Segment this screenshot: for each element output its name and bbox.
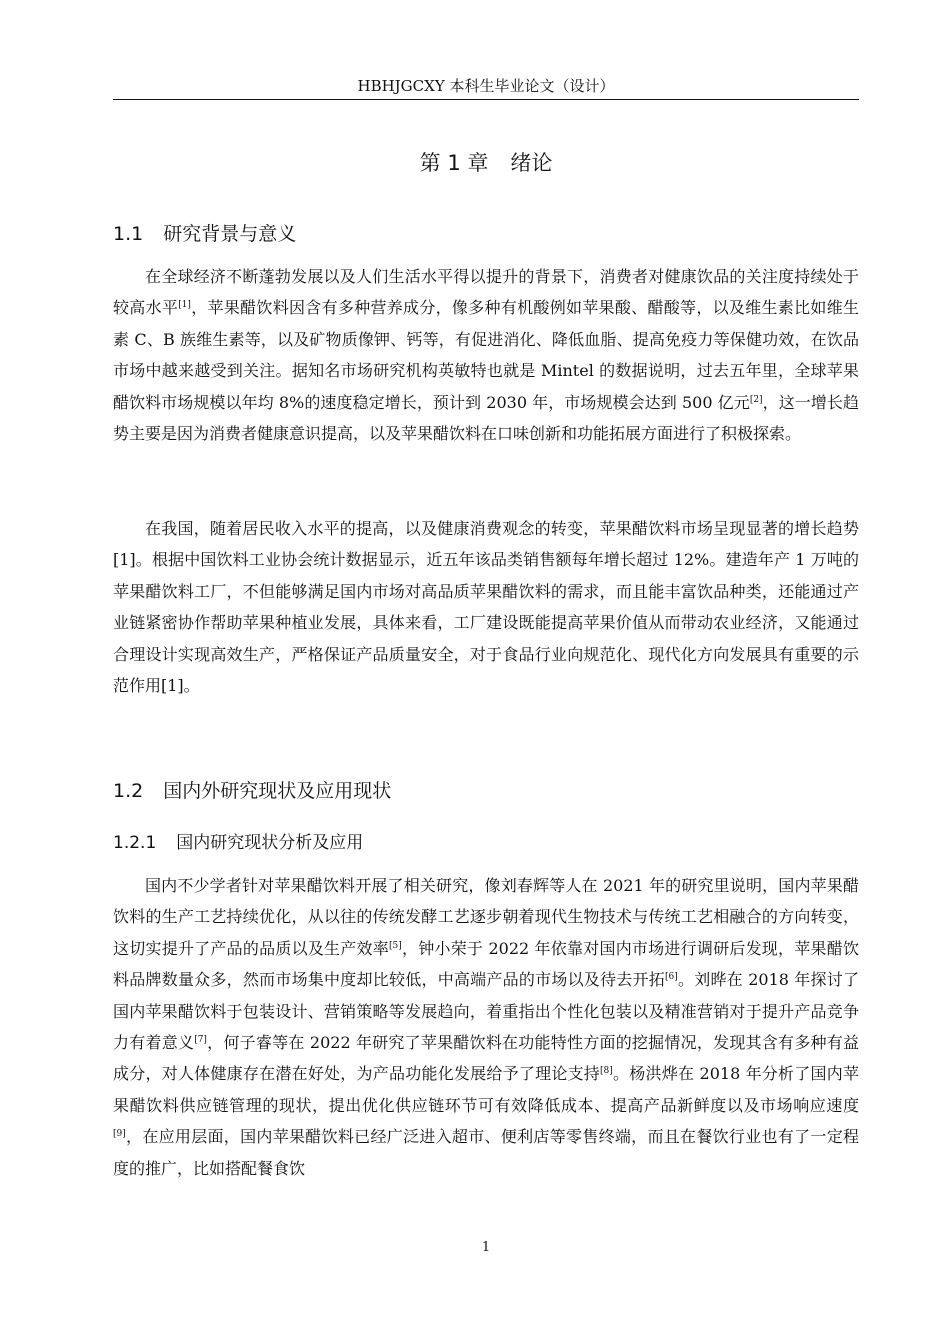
- paragraph-background-2: 在我国，随着居民收入水平的提高，以及健康消费观念的转变，苹果醋饮料市场呈现显著的增长趋势[1]。根据中国饮料工业协会统计数据显示，近五年该品类销售额每年增长超过 12%。建造年产 1 万吨的苹果醋饮料工厂，不但能够满足国内市场对高品质苹果醋饮料的需求，而且能丰富饮品种类，还能通过产业链紧密协作帮助苹果种植业发展，具体来看，工厂建设既能提高苹果价值从而带动农业经济，又能通过合理设计实现高效生产，严格保证产品质量安全，对于食品行业向规范化、现代化方向发展具有重要的示范作用[1]。: [113, 519, 859, 696]
- citation-ref: [9]: [113, 1129, 126, 1140]
- paragraph-text: 国内不少学者针对苹果醋饮料开展了相关研究，像刘春辉等人在 2021 年的研究里说明，国内苹果醋饮料的生产工艺持续优化，从以往的传统发酵工艺逐步朝着现代生物技术与传统工艺相融合的方向转变，这切实提升了产品的品质以及生产效率: [113, 876, 859, 958]
- section-number: 1.2: [113, 780, 144, 802]
- subsection-title: 国内研究现状分析及应用: [176, 833, 364, 853]
- chapter-title-text: 绪论: [510, 151, 553, 175]
- section-heading-1-2: [113, 776, 391, 806]
- paragraph-text: 在全球经济不断蓬勃发展以及人们生活水平得以提升的背景下，消费者对健康饮品的关注度持续处于较高水平: [113, 267, 859, 318]
- citation-ref: [6]: [664, 972, 678, 983]
- section-heading-1-1: [113, 219, 296, 249]
- paragraph-text: ，钟小荣于 2022 年依靠对国内市场进行调研后发现，苹果醋饮料品牌数量众多，然而市场集中度却比较低，中高端产品的市场以及待去开拓: [113, 938, 859, 990]
- paragraph-text: ，在应用层面，国内苹果醋饮料已经广泛进入超市、便利店等零售终端，而且在餐饮行业也有了一定程度的推广，比如搭配餐食饮: [113, 1127, 859, 1178]
- section-title: 研究背景与意义: [163, 223, 297, 245]
- running-header: HBHJGCXY 本科生毕业论文（设计）: [357, 77, 615, 95]
- paragraph-text: ，苹果醋饮料因含有多种营养成分，像多种有机酸例如苹果酸、醋酸等，以及维生素比如维生素 C、B 族维生素等，以及矿物质像钾、钙等，有促进消化、降低血脂、提高免疫力等保健功效，在饮品市场中越来越受到关注。据知名市场研究机构英敏特也就是 Mintel 的数据说明，过去五年里，全球苹果醋饮料市场规模以年均 8%的速度稳定增长，预计到 2030 年，市场规模会达到 500 亿元: [113, 298, 859, 412]
- subsection-heading-1-2-1: [113, 829, 363, 857]
- chapter-number: 第 1 章: [419, 151, 489, 175]
- citation-ref: [1]: [178, 300, 191, 311]
- section-title: 国内外研究现状及应用现状: [163, 780, 392, 802]
- paragraph-background-1: [113, 261, 859, 449]
- citation-ref: [2]: [749, 394, 763, 405]
- citation-ref: [5]: [389, 940, 402, 951]
- paragraph-text: ，何子睿等在 2022 年研究了苹果醋饮料在功能特性方面的挖掘情况，发现其含有多种有益成分，对人体健康存在潜在好处，为产品功能化发展给予了理论支持: [113, 1033, 859, 1084]
- chapter-title: [113, 146, 859, 180]
- citation-ref: [7]: [194, 1035, 207, 1046]
- paragraph-text: 。刘晔在 2018 年探讨了国内苹果醋饮料于包装设计、营销策略等发展趋向，着重指出个性化包装以及精准营销对于提升产品竞争力有着意义: [113, 970, 859, 1053]
- subsection-number: 1.2.1: [113, 833, 157, 853]
- page-number: 1: [481, 1240, 491, 1255]
- paragraph-domestic-research: [113, 870, 859, 1184]
- citation-ref: [8]: [600, 1066, 613, 1077]
- header-rule: [113, 99, 859, 100]
- section-number: 1.1: [113, 223, 144, 245]
- paragraph-text: ，这一增长趋势主要是因为消费者健康意识提高，以及苹果醋饮料在口味创新和功能拓展方面进行了积极探索。: [113, 392, 859, 444]
- paragraph-text: 。杨洪烨在 2018 年分析了国内苹果醋饮料供应链管理的现状，提出优化供应链环节可有效降低成本、提高产品新鲜度以及市场响应速度: [113, 1064, 859, 1115]
